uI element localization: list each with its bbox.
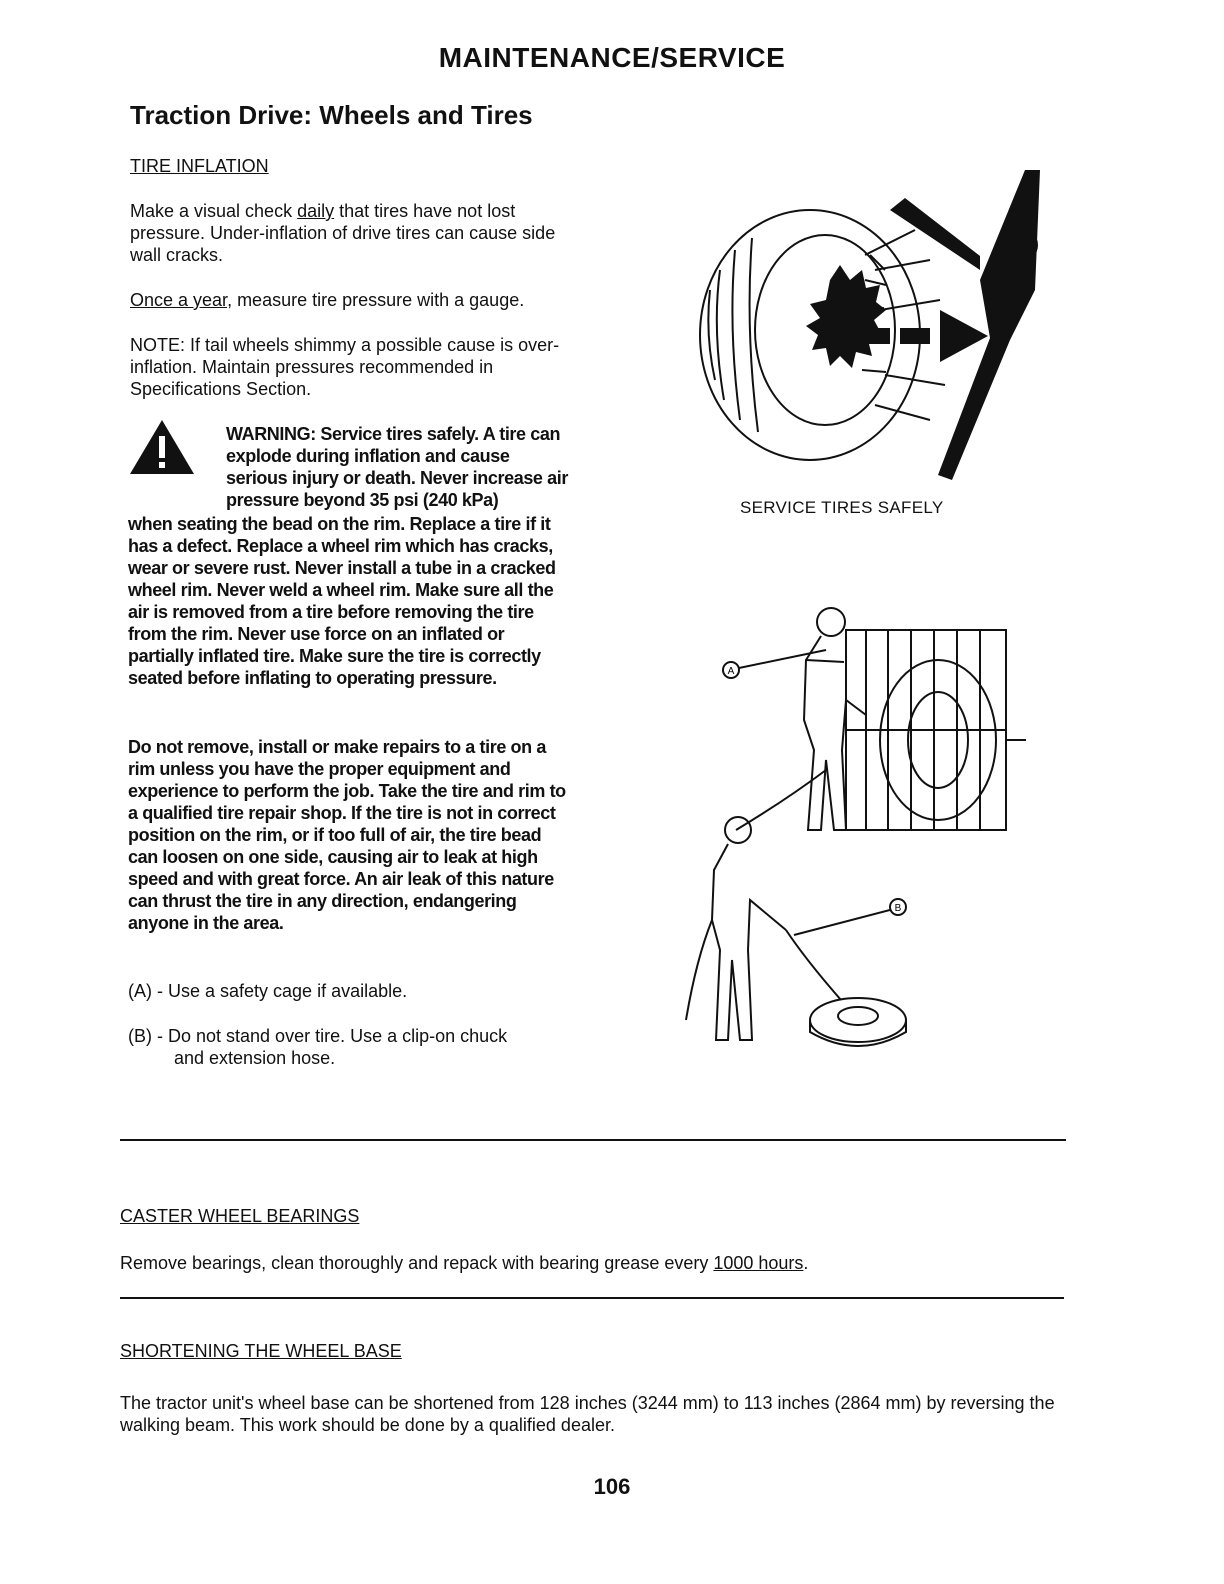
wheelbase-heading: SHORTENING THE WHEEL BASE (120, 1341, 402, 1361)
item-b-line-1: (B) - Do not stand over tire. Use a clip-on chuck (128, 1026, 508, 1046)
tire-inflation-heading: TIRE INFLATION (130, 156, 269, 176)
warning-triangle-icon (128, 418, 196, 476)
caster-paragraph: Remove bearings, clean thoroughly and repack with bearing grease every 1000 hours. (120, 1253, 809, 1273)
warning-lead: WARNING: Service tires safely. A tire can explode during inflation and cause serious injury or death. Never increase air pressure beyond 35 psi (240 kPa) (226, 424, 568, 510)
note-paragraph: NOTE: If tail wheels shimmy a possible cause is over-inflation. Maintain pressures recommended in Specifications Section. (130, 335, 560, 399)
warning-rest: when seating the bead on the rim. Replace a tire if it has a defect. Replace a wheel rim which has cracks, wear or severe rust. Never install a tube in a cracked wheel rim. Never weld a wheel rim. Make sure all the air is removed from a tire before removing the tire from the rim. Never use force on an inflated or partially inflated tire. Make sure the tire is correctly seated before inflating to operating pressure. (128, 514, 556, 688)
inflation-paragraph-1: Make a visual check daily that tires have not lost pressure. Under-inflation of drive tires can cause side wall cracks. (130, 201, 556, 265)
figure-caption: SERVICE TIRES SAFELY (740, 498, 944, 517)
caster-heading: CASTER WHEEL BEARINGS (120, 1206, 360, 1226)
item-b-line-2: and extension hose. (174, 1048, 336, 1068)
label-b: B (894, 903, 902, 914)
divider-2 (120, 1297, 1064, 1299)
item-a: (A) - Use a safety cage if available. (128, 981, 408, 1001)
caution-paragraph: Do not remove, install or make repairs to a tire on a rim unless you have the proper equipment and experience to perform the job. Take the tire and rim to a qualified tire repair shop. If the tire is not in correct position on the rim, or if too full of air, the tire bead can loosen on one side, causing air to leak at high speed and with great force. An air leak of this nature can thrust the tire in any direction, endangering anyone in the area. (128, 737, 566, 933)
safety-cage-illustration (676, 600, 1076, 1060)
wheelbase-paragraph: The tractor unit's wheel base can be shortened from 128 inches (3244 mm) to 113 inches (2864 mm) by reversing the walking beam. This work should be done by a qualified dealer. (120, 1393, 1055, 1435)
page-header: MAINTENANCE/SERVICE (438, 42, 786, 73)
page-number: 106 (593, 1474, 631, 1499)
inflation-paragraph-2: Once a year, measure tire pressure with a gauge. (130, 290, 525, 310)
tire-explosion-illustration (690, 160, 1060, 490)
label-a: A (727, 666, 735, 677)
section-title: Traction Drive: Wheels and Tires (130, 100, 533, 130)
divider-1 (120, 1139, 1066, 1141)
